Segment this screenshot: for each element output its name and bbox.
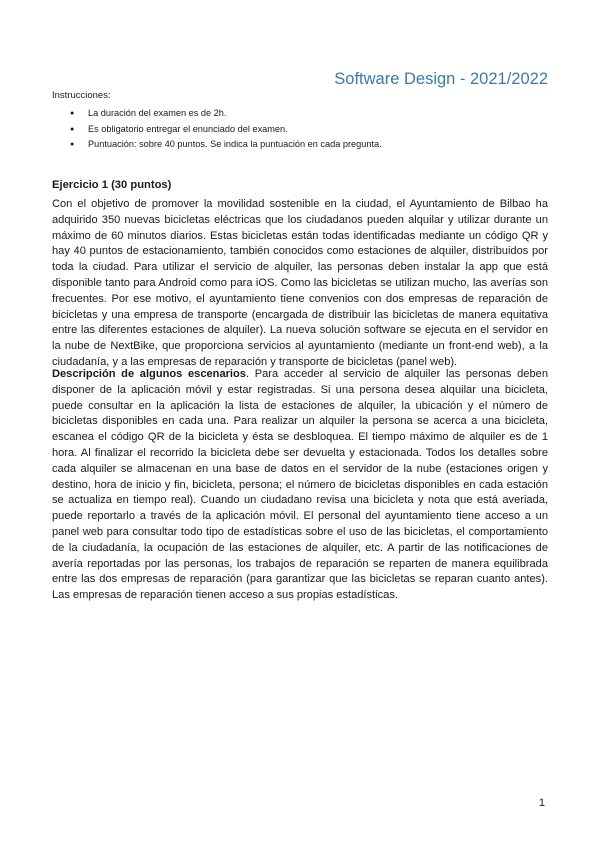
instruction-item-duration: ● La duración del examen es de 2h.	[70, 106, 382, 122]
instructions-label: Instrucciones:	[52, 90, 111, 101]
instruction-item-scoring: ● Puntuación: sobre 40 puntos. Se indica la puntuación en cada pregunta.	[70, 137, 382, 153]
scenarios-lead: Descripción de algunos escenarios	[52, 368, 246, 380]
instructions-list	[70, 106, 382, 153]
exercise-title: Ejercicio 1 (30 puntos)	[52, 179, 172, 191]
exercise-paragraph-context: Con el objetivo de promover la movilidad sostenible en la ciudad, el Ayuntamiento de Bilbao ha adquirido 350 nuevas bicicletas eléctricas que los ciudadanos pueden alquilar y utilizar durante un máximo de 60 minutos diarios. Estas bicicletas están todas identificadas mediante un código QR y hay 40 puntos de estacionamiento, también conocidos como estaciones de alquiler, distribuidos por toda la ciudad. Para utilizar el servicio de alquiler, las personas deben instalar la app que está disponible tanto para Android como para iOS. Como las bicicletas se utilizan mucho, las averías son frecuentes. Por ese motivo, el ayuntamiento tiene convenios con dos empresas de reparación de bicicletas y una empresa de transporte (encargada de distribuir las bicicletas de manera equitativa entre las diferentes estaciones de alquiler). La nueva solución software se ejecuta en el servidor en la nube de NextBike, que proporciona servicios al ayuntamiento (mediante un front-end web), a la ciudadanía, y a las empresas de reparación y transporte de bicicletas (panel web).	[52, 198, 548, 368]
exercise-paragraph-scenarios	[52, 367, 548, 604]
page-number: 1	[538, 797, 545, 809]
document-title: Software Design - 2021/2022	[334, 70, 548, 88]
instruction-item-submission: ● Es obligatorio entregar el enunciado del examen.	[70, 122, 382, 138]
scenarios-text: . Para acceder al servicio de alquiler las personas deben disponer de la aplicación móvil y estar registradas. Si una persona desea alquilar una bicicleta, puede consultar en la aplicación la lista de estaciones de alquiler, la ubicación y el número de bicicletas disponibles en cada una. Para realizar un alquiler la persona se acerca a una bicicleta, escanea el código QR de la bicicleta y ésta se desbloquea. El tiempo máximo de alquiler es de 1 hora. Al finalizar el recorrido la bicicleta debe ser devuelta y estacionada. Todos los detalles sobre cada alquiler se almacenan en una base de datos en el servidor de la nube (estaciones origen y destino, hora de inicio y fin, bicicleta, persona; el número de bicicletas disponibles en cada estación se actualiza en tiempo real). Cuando un ciudadano revisa una bicicleta y nota que está averiada, puede reportarlo a través de la aplicación móvil. El personal del ayuntamiento tiene acceso a un panel web para consultar todo tipo de estadísticas sobre el uso de las bicicletas, el comportamiento de la ciudadanía, la ocupación de las estaciones de alquiler, etc. A partir de las notificaciones de avería reportadas por las personas, los trabajos de reparación se reparten de manera equilibrada entre las dos empresas de reparación (para garantizar que las bicicletas se reparan cuanto antes). Las empresas de reparación tienen acceso a sus propias estadísticas.	[52, 368, 548, 602]
